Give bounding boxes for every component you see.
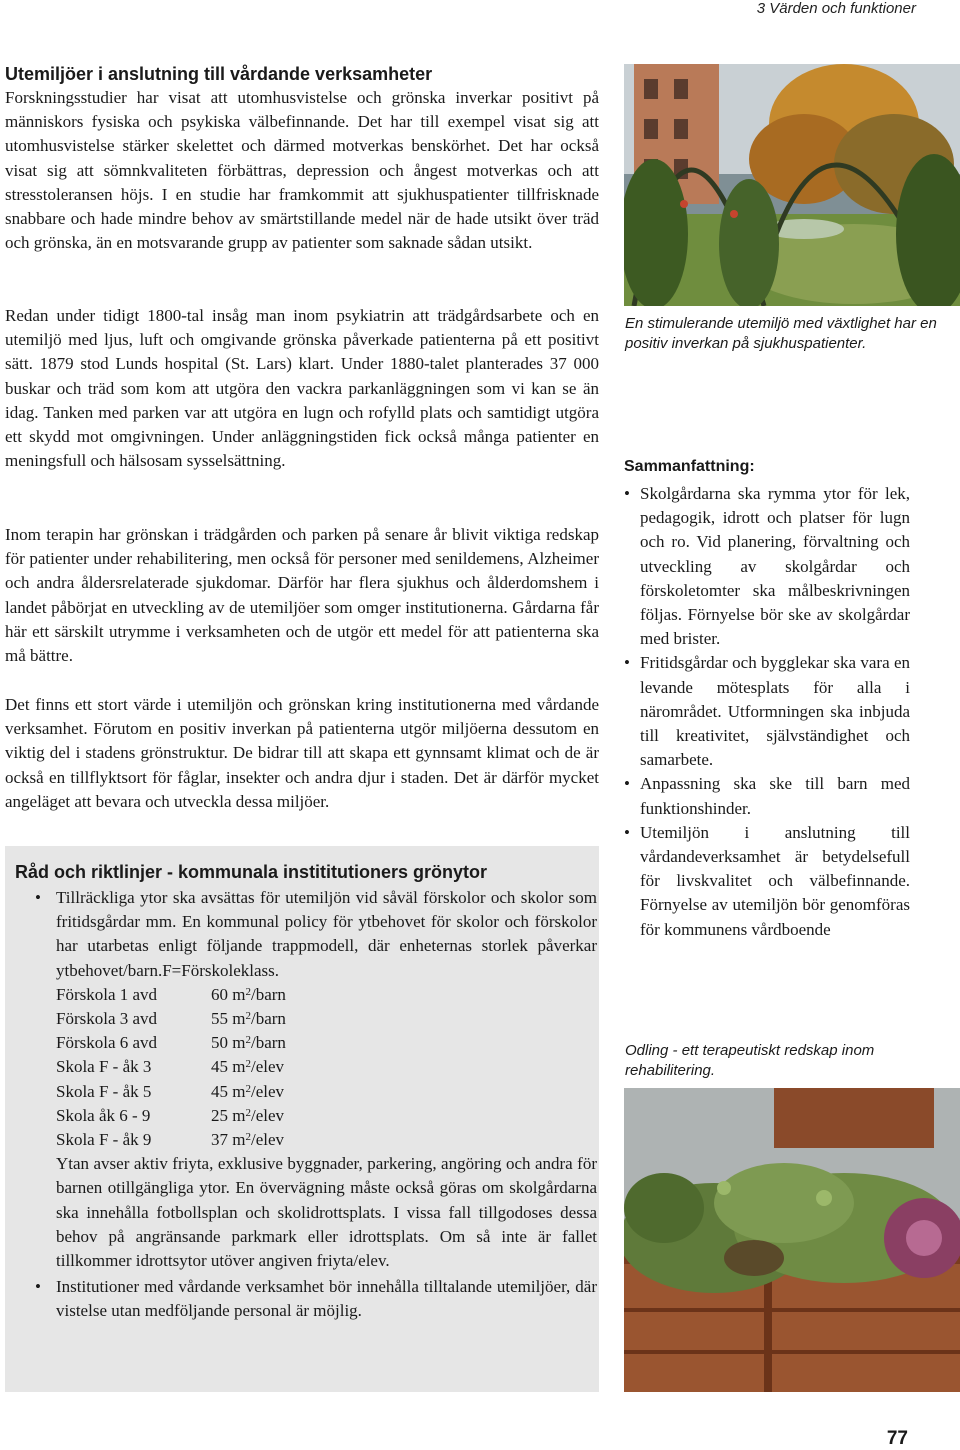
bullet-icon: • (35, 1277, 41, 1297)
rate-label: Skola åk 6 - 9 (56, 1105, 151, 1125)
summary-list (624, 482, 910, 942)
guideline-item-1 (5, 886, 599, 1273)
rate-value: 25 $m^2$/elev (211, 1105, 285, 1125)
bullet-icon: • (624, 774, 630, 794)
rate-label: Förskola 3 avd (56, 1009, 158, 1029)
rate-label: Förskola 1 avd (56, 984, 158, 1004)
rate-label: Skola F - åk 3 (56, 1057, 152, 1077)
planter-box-image (624, 1088, 960, 1392)
area-rate-row (56, 1104, 286, 1128)
photo2-caption: Odling - ett terapeutiskt redskap inom rehabilitering. (625, 1042, 875, 1079)
guideline-item-1-text: Tillräckliga ytor ska avsättas för utemiljön vid såväl förskolor och skolor som fritidsgårdar mm. En kommunal policy för ytbehovet för skolor och förskolor har utarbetas enligt följande trappmodell, där enheternas storlek påverkar ytbehovet/barn.F=Förskoleklass. (56, 888, 597, 980)
summary-title: Sammanfattning: (624, 458, 755, 475)
rate-value: 50 $m^2$/barn (211, 1033, 286, 1053)
rate-value: 45 $m^2$/elev (211, 1081, 285, 1101)
running-header: 3 Värden och funktioner (756, 0, 916, 17)
area-rate-row (56, 1055, 286, 1079)
summary-item-4: • Utemiljön i anslutning till vårdandeverksamhet är betydelsefull för livskvalitet och välbefinnande. Förnyelse av utemiljön bör genomföras för kommunens vårdboende (624, 822, 910, 939)
summary-item-1: • Skolgårdarna ska rymma ytor för lek, pedagogik, idrott och platser för lugn och ro. Vid planering, förvaltning och utveckling av skolgårdar och förskoletomter ska målbeskrivningen följas. Förnyelse bör ske av skolgårdar med brister. (624, 484, 910, 649)
summary-item-2: • Fritidsgårdar och bygglekar ska vara en levande mötesplats för alla i närområdet. Utformningen ska inbjuda till kreativitet, självständighet och samarbete. (624, 653, 910, 770)
summary-box (624, 456, 910, 942)
rate-value: 55 $m^2$/barn (211, 1009, 286, 1029)
rate-label: Förskola 6 avd (56, 1033, 158, 1053)
guidelines-box (5, 846, 599, 1392)
guideline-item-1-note: Ytan avser aktiv friyta, exklusive byggnader, parkering, angöring och andra för barnen otillgängliga ytor. En övervägning måste också göras om skolgårdarna ska innehålla fotbollsplan och skolidrottsplats. I vissa fall tillgodoses dessa behov på angränsande parkmark eller idrottsplats. Om så inte är fallet tillkommer idrottsytor utöver angiven friyta/elev. (56, 1154, 597, 1271)
summary-item-3: • Anpassning ska ske till barn med funktionshinder. (624, 774, 910, 818)
paragraph-1: Forskningsstudier har visat att utomhusvistelse och grönska inverkar positivt på människors fysiska och psykiska välbefinnande. Det har till exempel visat sig att utomhusvistelse stärker skelettet och därmed motverkas benskörhet. Det har också visat sig att sömnkvaliteten förbättras, depression och ångest motverkas och att stresstoleransen höjs. I en studie har framkommit att sjukhuspatienter tillfrisknade snabbare och hade mindre behov av smärtstillande medel när de hade utsikt över träd och grönska, än en motsvarande grupp av patienter som saknade sådan utsikt. (5, 88, 599, 253)
area-rate-row (56, 1128, 286, 1152)
area-rate-row (56, 1007, 286, 1031)
photo1-caption: En stimulerande utemiljö med växtlighet har en positiv inverkan på sjukhuspatienter. (625, 315, 937, 352)
rate-value: 37 $m^2$/elev (211, 1130, 285, 1150)
rate-label: Skola F - åk 9 (56, 1130, 152, 1150)
garden-arbor-photo (624, 64, 960, 306)
guidelines-title: Råd och riktlinjer - kommunala instititutioners grönytor (15, 862, 488, 882)
planter-box-photo (624, 1088, 960, 1392)
page-number: 77 (886, 1428, 908, 1449)
bullet-icon: • (624, 484, 630, 503)
paragraph-2: Redan under tidigt 1800-tal insåg man inom psykiatrin att trädgårdsarbete och en utemiljö med ljus, luft och omgivande grönska påverkade patienterna på ett positivt sätt. 1879 stod Lunds hospital (St. Lars) klart. Under 1880-talet planterades 37 000 buskar och träd som kom att utgöra den vackra parkanläggningen som vi kan se än idag. Tanken med parken var att utgöra en lugn och rofylld plats och samtidigt utgöra ett skydd mot omgivningen. Under anläggningstiden fick också många patienter en meningsfull och hälsosam sysselsättning. (5, 306, 599, 471)
garden-arbor-image (624, 64, 960, 306)
section-title: Utemiljöer i anslutning till vårdande verksamheter (5, 64, 433, 84)
paragraph-3: Inom terapin har grönskan i trädgården och parken på senare år blivit viktiga redskap för patienter under rehabilitering, men också för personer med senildemens, Alzheimer och andra åldersrelaterade sjukdomar. Därför har flera sjukhus och ålderdomshem i landet påbörjat en utveckling av de utemiljöer som omger institutionerna. Gårdarna får här ett särskilt utrymme i verksamheten och de utgör ett medel för att patienterna ska må bättre. (5, 525, 599, 666)
rate-label: Skola F - åk 5 (56, 1081, 152, 1101)
area-rate-row (56, 983, 286, 1007)
bullet-icon: • (35, 888, 41, 907)
bullet-icon: • (624, 653, 630, 673)
guideline-item-2 (5, 1275, 599, 1323)
area-rate-table (56, 983, 286, 1152)
section-intro (5, 62, 599, 255)
rate-value: 60 $m^2$/barn (211, 984, 286, 1004)
bullet-icon: • (624, 822, 630, 842)
rate-value: 45 $m^2$/elev (211, 1057, 285, 1077)
guideline-item-2-text: Institutioner med vårdande verksamhet bör innehålla tilltalande utemiljöer, där vistelse utan medföljande personal är möjlig. (56, 1277, 597, 1321)
guidelines-list (5, 886, 599, 1324)
area-rate-row (56, 1080, 286, 1104)
paragraph-4: Det finns ett stort värde i utemiljön och grönskan kring institutionerna med vårdande verksamhet. Förutom en positiv inverkan på patienterna utgör miljöerna dessutom en viktig del i stadens grönstruktur. De bidrar till att skapa ett gynnsamt klimat och de är också en tillflyktsort för fåglar, insekter och andra djur i staden. Det är därför mycket angeläget att bevara och utveckla dessa miljöer. (5, 695, 599, 811)
area-rate-row (56, 1031, 286, 1055)
